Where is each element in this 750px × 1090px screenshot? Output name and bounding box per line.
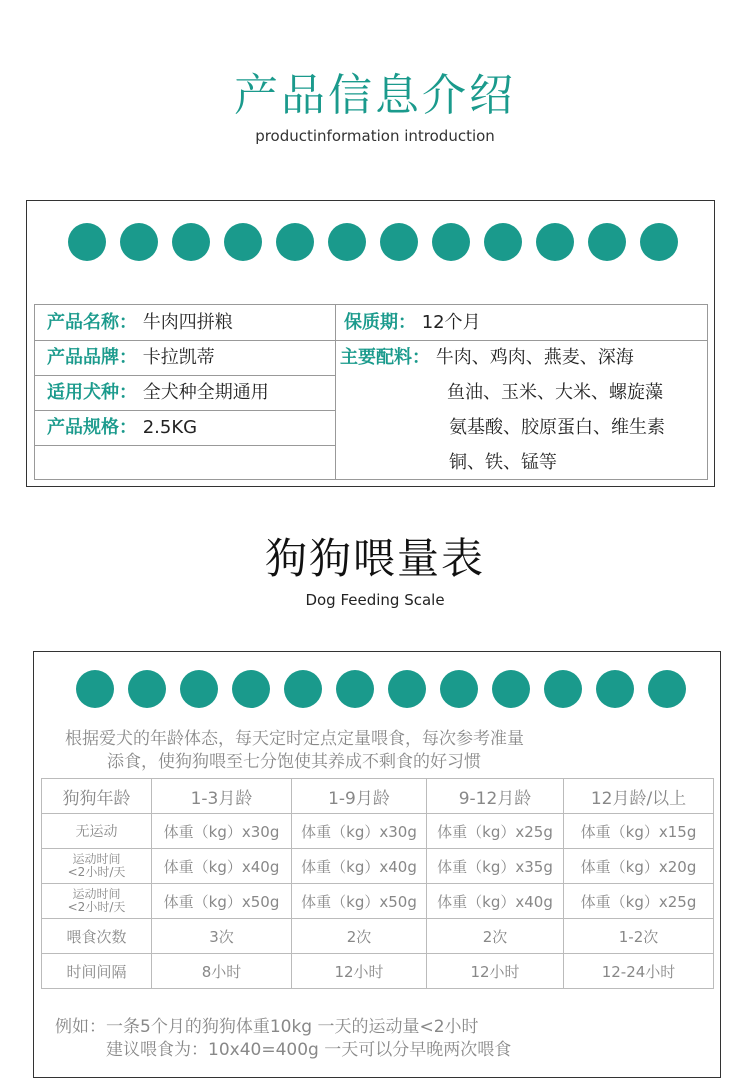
feeding-table-header xyxy=(42,779,714,814)
decorative-dot xyxy=(492,670,530,708)
table-row xyxy=(42,814,714,849)
product-spec-label: 产品规格： xyxy=(47,417,137,438)
header-col: 1-3月龄 xyxy=(152,779,292,814)
table-cell: 体重（kg）x50g xyxy=(292,884,427,919)
table-row xyxy=(42,954,714,989)
example-line-1: 例如：一条5个月的狗狗体重10kg 一天的运动量<2小时 xyxy=(55,1017,479,1037)
row-label: 无运动 xyxy=(42,814,152,849)
product-brand-row xyxy=(47,346,215,370)
table-cell: 1-2次 xyxy=(564,919,714,954)
product-brand-value: 卡拉凯蒂 xyxy=(142,347,215,368)
decorative-dot xyxy=(76,670,114,708)
decorative-dot xyxy=(128,670,166,708)
header-col: 9-12月龄 xyxy=(427,779,564,814)
table-cell: 体重（kg）x25g xyxy=(427,814,564,849)
table-cell: 体重（kg）x50g xyxy=(152,884,292,919)
decorative-dot xyxy=(640,223,678,261)
row-label-line-2: <2小时/天 xyxy=(67,900,126,914)
decorative-dot xyxy=(328,223,366,261)
header-age: 狗狗年龄 xyxy=(42,779,152,814)
table-cell: 体重（kg）x30g xyxy=(292,814,427,849)
table-cell: 3次 xyxy=(152,919,292,954)
ingredients-line-4: 铜、铁、锰等 xyxy=(449,452,557,473)
decorative-dot xyxy=(380,223,418,261)
row-label: 喂食次数 xyxy=(42,919,152,954)
decorative-dots-row xyxy=(76,670,700,708)
row-label xyxy=(42,884,152,919)
decorative-dot xyxy=(648,670,686,708)
row-label-line-1: 运动时间 xyxy=(72,887,121,901)
row-label-line-1: 运动时间 xyxy=(72,852,121,866)
ingredients-line-1: 牛肉、鸡肉、燕麦、深海 xyxy=(435,347,634,368)
table-cell: 体重（kg）x40g xyxy=(292,849,427,884)
header-col: 12月龄/以上 xyxy=(564,779,714,814)
decorative-dot xyxy=(68,223,106,261)
table-cell: 2次 xyxy=(292,919,427,954)
feeding-scale-title: 狗狗喂量表 xyxy=(264,534,485,583)
decorative-dots-row xyxy=(68,223,692,261)
product-spec-value: 2.5KG xyxy=(142,417,198,438)
shelf-life-label: 保质期： xyxy=(344,312,416,333)
table-cell: 体重（kg）x15g xyxy=(564,814,714,849)
feeding-scale-subtitle: Dog Feeding Scale xyxy=(305,591,445,609)
table-cell: 体重（kg）x40g xyxy=(427,884,564,919)
table-cell: 12-24小时 xyxy=(564,954,714,989)
decorative-dot xyxy=(484,223,522,261)
header-col: 1-9月龄 xyxy=(292,779,427,814)
decorative-dot xyxy=(588,223,626,261)
ingredients-label: 主要配料： xyxy=(340,347,430,368)
decorative-dot xyxy=(336,670,374,708)
table-cell: 12小时 xyxy=(292,954,427,989)
table-cell: 体重（kg）x40g xyxy=(152,849,292,884)
table-row xyxy=(42,919,714,954)
product-name-value: 牛肉四拼粮 xyxy=(142,312,233,333)
table-cell: 12小时 xyxy=(427,954,564,989)
table-cell: 体重（kg）x30g xyxy=(152,814,292,849)
table-row xyxy=(42,884,714,919)
ingredients-row xyxy=(340,346,634,370)
table-row xyxy=(42,849,714,884)
example-line-2: 建议喂食为：10x40=400g 一天可以分早晚两次喂食 xyxy=(106,1040,512,1060)
shelf-life-value: 12个月 xyxy=(421,312,481,333)
ingredients-line-2: 鱼油、玉米、大米、螺旋藻 xyxy=(447,382,663,403)
shelf-life-row xyxy=(344,311,481,335)
feeding-scale-box xyxy=(33,651,721,1078)
table-cell: 体重（kg）x35g xyxy=(427,849,564,884)
table-cell: 2次 xyxy=(427,919,564,954)
decorative-dot xyxy=(440,670,478,708)
product-spec-row xyxy=(47,416,197,440)
decorative-dot xyxy=(284,670,322,708)
product-info-box xyxy=(26,200,715,487)
ingredients-line-3: 氨基酸、胶原蛋白、维生素 xyxy=(449,417,665,438)
decorative-dot xyxy=(276,223,314,261)
decorative-dot xyxy=(180,670,218,708)
decorative-dot xyxy=(172,223,210,261)
table-cell: 体重（kg）x25g xyxy=(564,884,714,919)
feeding-intro-line-1: 根据爱犬的年龄体态，每天定时定点定量喂食，每次参考准量 xyxy=(65,729,524,749)
product-info-subtitle: productinformation introduction xyxy=(255,127,495,145)
decorative-dot xyxy=(232,670,270,708)
product-name-row xyxy=(47,311,233,335)
product-name-label: 产品名称： xyxy=(47,312,137,333)
product-info-table xyxy=(34,304,708,480)
feeding-table xyxy=(41,778,714,989)
row-label: 时间间隔 xyxy=(42,954,152,989)
decorative-dot xyxy=(224,223,262,261)
feeding-intro-line-2: 添食，使狗狗喂至七分饱使其养成不剩食的好习惯 xyxy=(107,752,481,772)
decorative-dot xyxy=(544,670,582,708)
decorative-dot xyxy=(536,223,574,261)
product-breed-row xyxy=(47,381,269,405)
row-label xyxy=(42,849,152,884)
table-cell: 8小时 xyxy=(152,954,292,989)
product-breed-value: 全犬种全期通用 xyxy=(142,382,269,403)
product-info-title: 产品信息介绍 xyxy=(234,70,516,121)
product-brand-label: 产品品牌： xyxy=(47,347,137,368)
decorative-dot xyxy=(432,223,470,261)
row-label-line-2: <2小时/天 xyxy=(67,865,126,879)
decorative-dot xyxy=(388,670,426,708)
decorative-dot xyxy=(120,223,158,261)
product-breed-label: 适用犬种： xyxy=(47,382,137,403)
table-cell: 体重（kg）x20g xyxy=(564,849,714,884)
decorative-dot xyxy=(596,670,634,708)
